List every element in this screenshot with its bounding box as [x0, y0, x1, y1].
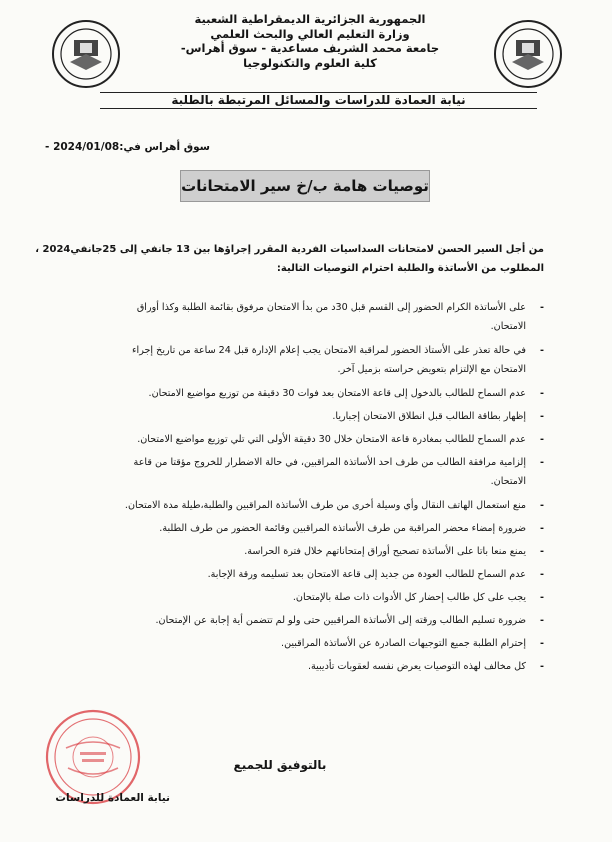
- faculty-line: كلية العلوم والتكنولوجيا: [243, 55, 377, 70]
- item-text: يمنع منعا باتا على الأساتذة تصحيح أوراق إمتحاناتهم خلال فترة الحراسة.: [244, 546, 526, 557]
- bullet-dash: -: [540, 523, 544, 534]
- item-text: كل مخالف لهذه التوصيات يعرض نفسه لعقوبات تأديبية.: [307, 661, 526, 672]
- university-logo-right: [492, 18, 564, 90]
- ministry-line: وزارة التعليم العالي والبحث العلمي: [210, 26, 410, 41]
- header-divider-bottom: [100, 108, 537, 109]
- list-item: [42, 384, 550, 403]
- bullet-dash: -: [540, 500, 544, 511]
- list-item: [42, 453, 550, 491]
- list-item: [42, 634, 550, 653]
- recommendations-list: [42, 298, 550, 680]
- intro-line: من أجل السير الحسن لامتحانات السداسيات الفردية المقرر إجراؤها بين 13 جانفي إلى 25جانفي2024 ،: [35, 244, 544, 255]
- item-text: الامتحان مع الإلتزام بتعويض حراسته بزميل آخر.: [337, 364, 526, 375]
- item-text: في حالة تعذر على الأستاذ الحضور لمراقبة الامتحان يجب إعلام الإدارة قبل 24 ساعة من تاريخ إجراء: [132, 345, 526, 356]
- date-line: سوق أهراس في:2024/01/08 -: [45, 141, 210, 153]
- university-line: جامعة محمد الشريف مساعدية - سوق أهراس-: [180, 41, 440, 55]
- bullet-dash: -: [540, 661, 544, 672]
- intro-line: المطلوب من الأساتذة والطلبة احترام التوصيات التالية:: [276, 263, 544, 274]
- list-item: [42, 407, 550, 426]
- bullet-dash: -: [540, 569, 544, 580]
- bullet-dash: -: [540, 345, 544, 356]
- list-item: [42, 657, 550, 676]
- bullet-dash: -: [540, 302, 544, 313]
- list-item: [42, 341, 550, 379]
- item-text: ضرورة إمضاء محضر المراقبة من طرف الأساتذة المراقبين وقائمة الحضور من طرف الطلبة.: [159, 523, 526, 534]
- vice-deanship-line: نيابة العمادة للدراسات والمسائل المرتبطة بالطلبة: [171, 93, 466, 107]
- list-item: [42, 565, 550, 584]
- closing-line: بالتوفيق للجميع: [233, 758, 327, 772]
- item-text: إحترام الطلبة جميع التوجيهات الصادرة عن الأساتذة المراقبين.: [281, 638, 526, 649]
- list-item: [42, 298, 550, 336]
- bullet-dash: -: [540, 615, 544, 626]
- item-text: ضرورة تسليم الطالب ورقته إلى الأساتذة المراقبين حتى ولو لم تتضمن أية إجابة عن الإمتحان.: [155, 615, 526, 626]
- item-text: عدم السماح للطالب العودة من جديد إلى قاعة الامتحان بعد تسليمه ورقة الإجابة.: [207, 569, 526, 580]
- list-item: [42, 430, 550, 449]
- item-text: إلزامية مرافقة الطالب من طرف احد الأساتذة المراقبين، في حالة الاضطرار للخروج مؤقتا من قاعة: [133, 457, 526, 468]
- university-logo-left: [50, 18, 122, 90]
- list-item: [42, 611, 550, 630]
- intro-paragraph: [35, 240, 544, 278]
- list-item: [42, 496, 550, 515]
- list-item: [42, 519, 550, 538]
- bullet-dash: -: [540, 457, 544, 468]
- item-text: يجب على كل طالب إحضار كل الأدوات ذات صلة بالإمتحان.: [292, 592, 526, 603]
- item-text: إظهار بطاقة الطالب قبل انطلاق الامتحان إجباريا.: [332, 411, 526, 422]
- bullet-dash: -: [540, 388, 544, 399]
- item-text: عدم السماح للطالب بالدخول إلى قاعة الامتحان بعد فوات 30 دقيقة من توزيع مواضيع الامتحان.: [148, 388, 526, 399]
- list-item: [42, 588, 550, 607]
- bullet-dash: -: [540, 592, 544, 603]
- letterhead: [150, 12, 470, 70]
- item-text: الامتحان.: [490, 321, 526, 332]
- bullet-dash: -: [540, 434, 544, 445]
- item-text: الامتحان.: [490, 476, 526, 487]
- republic-line: الجمهورية الجزائرية الديمقراطية الشعبية: [194, 12, 426, 26]
- bullet-dash: -: [540, 638, 544, 649]
- bullet-dash: -: [540, 411, 544, 422]
- signature-line: نيابة العمادة للدراسات: [55, 792, 170, 804]
- item-text: منع استعمال الهاتف النقال وأي وسيلة أخرى من طرف الأساتذة المراقبين والطلبة،طيلة مدة الامتحان.: [124, 500, 526, 511]
- bullet-dash: -: [540, 546, 544, 557]
- item-text: عدم السماح للطالب بمغادرة قاعة الامتحان خلال 30 دقيقة الأولى التي تلي توزيع مواضيع الامتحان.: [137, 434, 526, 445]
- document-title: توصيات هامة ب/خ سير الامتحانات: [180, 170, 430, 202]
- list-item: [42, 542, 550, 561]
- item-text: على الأساتذة الكرام الحضور إلى القسم قبل 30د من بدأ الامتحان مرفوق بقائمة الطلبة وكذا أوراق: [136, 302, 526, 313]
